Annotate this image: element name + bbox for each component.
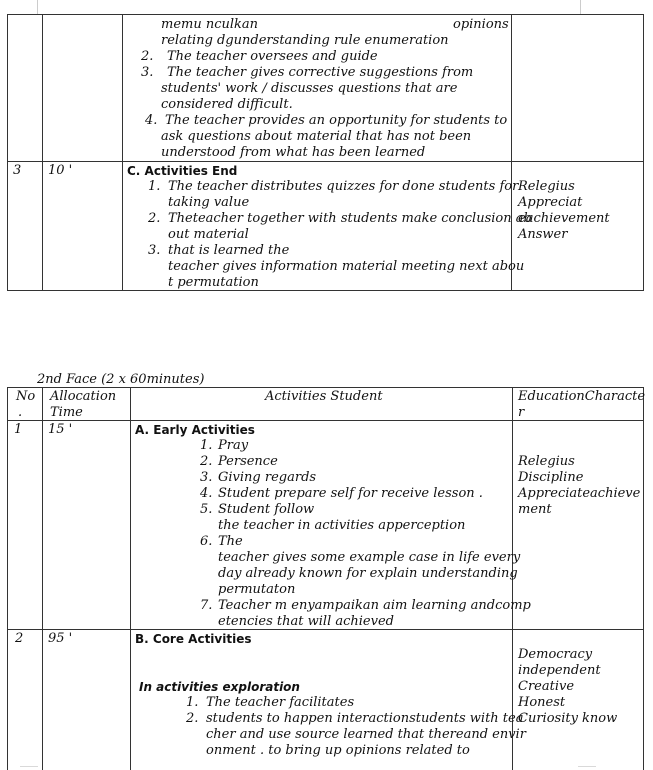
- list-number: 3.: [200, 470, 213, 485]
- activity-line: Persence: [218, 454, 278, 469]
- activity-line: opinions: [453, 17, 509, 32]
- activity-line: ask questions about material that has not been: [161, 129, 472, 144]
- character-value: Appreciat: [518, 195, 583, 210]
- activity-line: the teacher in activities apperception: [218, 518, 466, 533]
- activity-line: t permutation: [168, 275, 259, 290]
- activity-line: teacher gives some example case in life every: [218, 550, 521, 565]
- row-number: 2: [15, 631, 24, 646]
- section-heading: C. Activities End: [127, 164, 238, 178]
- activity-line: The teacher distributes quizzes for done students for: [168, 179, 519, 194]
- time-allocation: 10 ': [48, 163, 73, 178]
- list-number: 6.: [200, 534, 213, 549]
- activity-line: students' work / discusses questions that are: [161, 81, 458, 96]
- activity-line: onment . to bring up opinions related to: [206, 743, 470, 758]
- header-allocation: Allocation: [50, 389, 117, 404]
- list-number: 1.: [148, 179, 161, 194]
- list-number: 3.: [141, 65, 154, 80]
- header-no: No: [16, 389, 36, 404]
- activity-line: permutaton: [218, 582, 296, 597]
- list-number: 4.: [200, 486, 213, 501]
- header-activities: Activities Student: [265, 389, 383, 404]
- character-value: Creative: [518, 679, 575, 694]
- list-number: 3.: [148, 243, 161, 258]
- activity-line: out material: [168, 227, 249, 242]
- activity-line: that is learned the: [168, 243, 290, 258]
- character-value: Answer: [518, 227, 568, 242]
- header-no: .: [18, 405, 23, 420]
- activity-line: considered difficult.: [161, 97, 293, 112]
- activity-line: Student follow: [218, 502, 315, 517]
- character-value: Relegius: [518, 454, 575, 469]
- activity-line: teacher gives information material meeting next abou: [168, 259, 525, 274]
- row-number: 3: [13, 163, 22, 178]
- character-value: Discipline: [518, 470, 584, 485]
- activity-line: understood from what has been learned: [161, 145, 426, 160]
- activity-line: The: [218, 534, 243, 549]
- activity-line: Student prepare self for receive lesson .: [218, 486, 483, 501]
- list-number: 5.: [200, 502, 213, 517]
- character-value: Democracy: [518, 647, 593, 662]
- activity-line: The teacher facilitates: [206, 695, 355, 710]
- list-number: 7.: [200, 598, 213, 613]
- header-character: EducationCharacte: [518, 389, 646, 404]
- activity-line: Theteacher together with students make conclusion ab: [168, 211, 532, 226]
- section-heading: B. Core Activities: [135, 632, 252, 646]
- character-value: independent: [518, 663, 601, 678]
- crop-mark: [37, 0, 38, 14]
- list-number: 2.: [200, 454, 213, 469]
- activity-line: Pray: [218, 438, 249, 453]
- list-number: 2.: [186, 711, 199, 726]
- character-value: eachievement: [518, 211, 610, 226]
- activity-line: Teacher m enyampaikan aim learning andcomp: [218, 598, 531, 613]
- list-number: 1.: [186, 695, 199, 710]
- activity-line: students to happen interactionstudents with tea: [206, 711, 524, 726]
- header-character: r: [518, 405, 525, 420]
- header-allocation: Time: [50, 405, 83, 420]
- activity-line: Giving regards: [218, 470, 317, 485]
- list-number: 2.: [148, 211, 161, 226]
- list-number: 4.: [145, 113, 158, 128]
- activity-line: The teacher gives corrective suggestions from: [167, 65, 474, 80]
- character-value: Curiosity know: [518, 711, 618, 726]
- activity-line: etencies that will achieved: [218, 614, 394, 629]
- character-value: Appreciateachieve: [518, 486, 641, 501]
- activity-line: cher and use source learned that thereand envir: [206, 727, 526, 742]
- activity-line: The teacher provides an opportunity for students to: [165, 113, 508, 128]
- activity-line: taking value: [168, 195, 250, 210]
- activity-line: The teacher oversees and guide: [167, 49, 378, 64]
- crop-mark: [578, 766, 596, 767]
- crop-mark: [20, 766, 38, 767]
- sub-heading: In activities exploration: [139, 680, 300, 694]
- activity-line: relating dgunderstanding rule enumeration: [161, 33, 449, 48]
- activity-line: memu nculkan: [161, 17, 259, 32]
- list-number: 2.: [141, 49, 154, 64]
- row-number: 1: [14, 422, 23, 437]
- crop-mark: [580, 0, 581, 14]
- list-number: 1.: [200, 438, 213, 453]
- section-heading: A. Early Activities: [135, 423, 255, 437]
- table-caption: 2nd Face (2 x 60minutes): [37, 372, 205, 387]
- time-allocation: 95 ': [48, 631, 73, 646]
- character-value: ment: [518, 502, 552, 517]
- time-allocation: 15 ': [48, 422, 73, 437]
- activity-line: day already known for explain understanding: [218, 566, 518, 581]
- character-value: Honest: [518, 695, 566, 710]
- character-value: Relegius: [518, 179, 575, 194]
